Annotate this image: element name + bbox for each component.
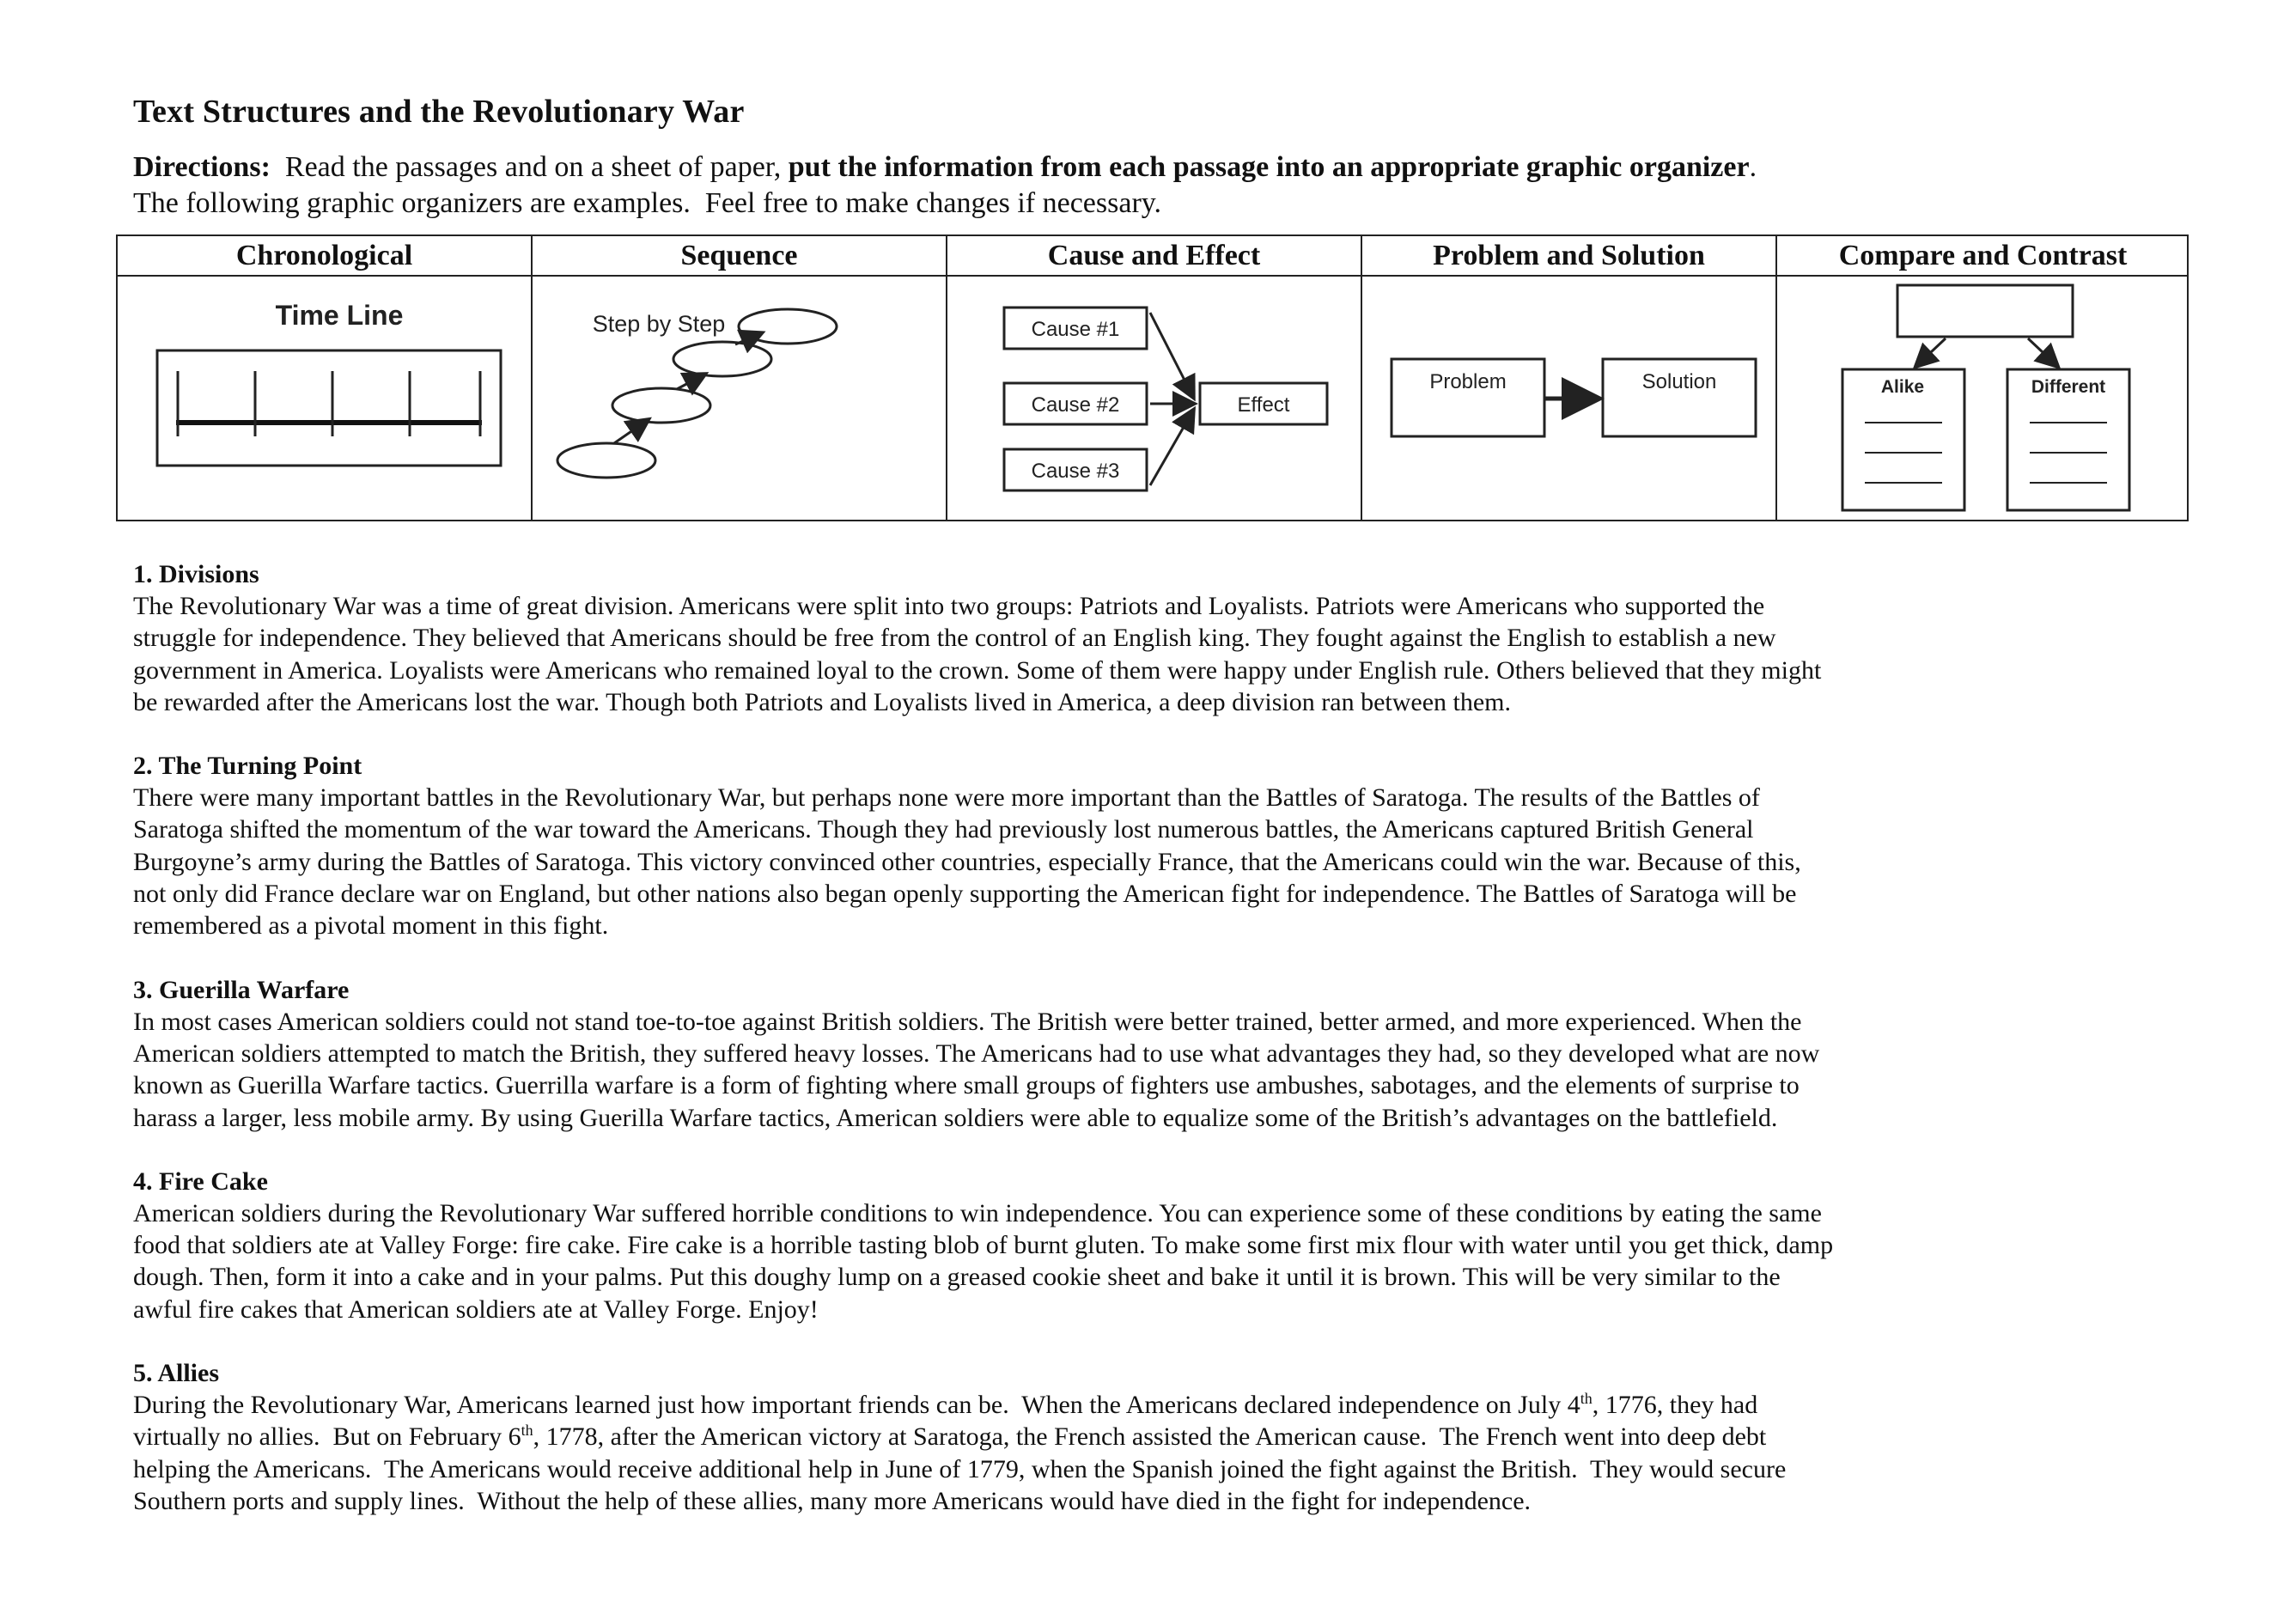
directions-label: Directions: bbox=[133, 151, 271, 183]
directions-text-after: . bbox=[1749, 151, 1757, 183]
different-label: Different bbox=[2031, 377, 2106, 397]
superscript-th: th bbox=[521, 1422, 533, 1440]
passage-heading: 1. Divisions bbox=[133, 560, 259, 588]
passage-divisions bbox=[133, 558, 2195, 718]
allies-line-2-a: virtually no allies. But on February 6 bbox=[133, 1422, 521, 1452]
allies-line-3: helping the Americans. The Americans would receive additional help in June of 1779, when the Spanish joined the fight against the British. They would secure bbox=[133, 1454, 1787, 1483]
directions-text-before: Read the passages and on a sheet of paper, bbox=[270, 151, 789, 183]
passage-turning-point bbox=[133, 750, 2195, 941]
cause-3-label: Cause #3 bbox=[1031, 460, 1120, 483]
effect-label: Effect bbox=[1237, 393, 1290, 417]
passage-body: In most cases American soldiers could not stand toe-to-toe against British soldiers. The British were better trained, better armed, and more experienced. When the American soldiers attempted to match the British, they suffered heavy losses. The Americans had to use what advantages they had, so they developed what are now known as Guerilla Warfare tactics. Guerrilla warfare is a form of fighting where small groups of fighters use ambushes, sabotages, and the elements of surprise to harass a larger, less mobile army. By using Guerilla Warfare tactics, American soldiers were able to equalize some of the British’s advantages on the battlefield. bbox=[133, 1007, 1820, 1132]
allies-line-4: Southern ports and supply lines. Without the help of these allies, many more Americans would have died in the fight for independence. bbox=[133, 1486, 1532, 1515]
passage-heading: 5. Allies bbox=[133, 1359, 220, 1388]
alike-label: Alike bbox=[1880, 377, 1925, 397]
allies-line-1 bbox=[133, 1389, 2195, 1421]
organizer-sequence bbox=[533, 236, 947, 520]
organizer-figure-compare-contrast bbox=[1777, 277, 2189, 520]
organizer-figure-cause-effect bbox=[947, 277, 1361, 520]
passage-fire-cake bbox=[133, 1166, 2195, 1325]
allies-line-1-a: During the Revolutionary War, Americans learned just how important friends can be. When the Americans declared independence on July 4 bbox=[133, 1391, 1580, 1420]
organizer-cause-effect bbox=[947, 236, 1362, 520]
timeline-label: Time Line bbox=[275, 300, 404, 331]
directions-line-2: The following graphic organizers are examples. Feel free to make changes if necessary. bbox=[133, 187, 1162, 219]
sequence-label: Step by Step bbox=[592, 311, 726, 337]
directions bbox=[133, 149, 2195, 222]
cause-1-label: Cause #1 bbox=[1031, 318, 1120, 341]
solution-label: Solution bbox=[1641, 370, 1717, 393]
organizer-figure-problem-solution bbox=[1362, 277, 1775, 520]
passage-body: The Revolutionary War was a time of great division. Americans were split into two groups: Patriots and Loyalists. Patriots were Americans who supported the struggle for independence. They believed that Americans should be free from the control of an English king. They fought against the English to establish a new government in America. Loyalists were Americans who remained loyal to the crown. Some of them were happy under English rule. Others believed that they might be rewarded after the Americans lost the war. Though both Patriots and Loyalists lived in America, a deep division ran between them. bbox=[133, 592, 1822, 716]
cause-2-label: Cause #2 bbox=[1031, 393, 1120, 417]
passage-body: There were many important battles in the Revolutionary War, but perhaps none were more important than the Battles of Saratoga. The results of the Battles of Saratoga shifted the momentum of the war toward the Americans. Though they had previously lost numerous battles, the Americans captured British General Burgoyne’s army during the Battles of Saratoga. This victory convinced other countries, especially France, that the Americans could win the war. Because of this, not only did France declare war on England, but other nations also began openly supporting the American fight for independence. The Battles of Saratoga will be remembered as a pivotal moment in this fight. bbox=[133, 783, 1801, 941]
passage-guerilla-warfare bbox=[133, 974, 2195, 1134]
organizer-chronological bbox=[118, 236, 533, 520]
organizer-header: Cause and Effect bbox=[947, 236, 1361, 277]
directions-line-1 bbox=[133, 149, 2195, 186]
organizer-figure-sequence bbox=[533, 277, 946, 520]
organizer-header: Chronological bbox=[118, 236, 531, 277]
passage-allies bbox=[133, 1357, 2195, 1517]
graphic-organizer-table bbox=[116, 234, 2189, 521]
allies-line-2 bbox=[133, 1421, 2195, 1453]
passage-heading: 3. Guerilla Warfare bbox=[133, 975, 350, 1004]
passage-heading: 4. Fire Cake bbox=[133, 1166, 268, 1196]
organizer-problem-solution bbox=[1362, 236, 1777, 520]
organizer-figure-timeline bbox=[118, 277, 531, 520]
allies-line-1-b: , 1776, they had bbox=[1592, 1391, 1758, 1420]
directions-bold-text: put the information from each passage into an appropriate graphic organizer bbox=[788, 151, 1750, 183]
passage-body bbox=[133, 1389, 2195, 1517]
passage-body: American soldiers during the Revolutionary War suffered horrible conditions to win independence. You can experience some of these conditions by eating the same food that soldiers ate at Valley Forge: fire cake. Fire cake is a horrible tasting blob of burnt gluten. To make some first mix flour with water until you get thick, damp dough. Then, form it into a cake and in your palms. Put this doughy lump on a greased cookie sheet and bake it until it is brown. This will be very similar to the awful fire cakes that American soldiers ate at Valley Forge. Enjoy! bbox=[133, 1198, 1834, 1324]
organizer-compare-contrast bbox=[1777, 236, 2189, 520]
problem-label: Problem bbox=[1429, 370, 1507, 393]
organizer-header: Sequence bbox=[533, 236, 946, 277]
passage-heading: 2. The Turning Point bbox=[133, 752, 362, 781]
allies-line-2-b: , 1778, after the American victory at Saratoga, the French assisted the American cause. The French went into deep debt bbox=[533, 1422, 1767, 1452]
organizer-header: Problem and Solution bbox=[1362, 236, 1775, 277]
passages bbox=[133, 558, 2195, 1549]
page-title: Text Structures and the Revolutionary War bbox=[133, 94, 745, 130]
organizer-header: Compare and Contrast bbox=[1777, 236, 2189, 277]
superscript-th: th bbox=[1580, 1390, 1593, 1408]
